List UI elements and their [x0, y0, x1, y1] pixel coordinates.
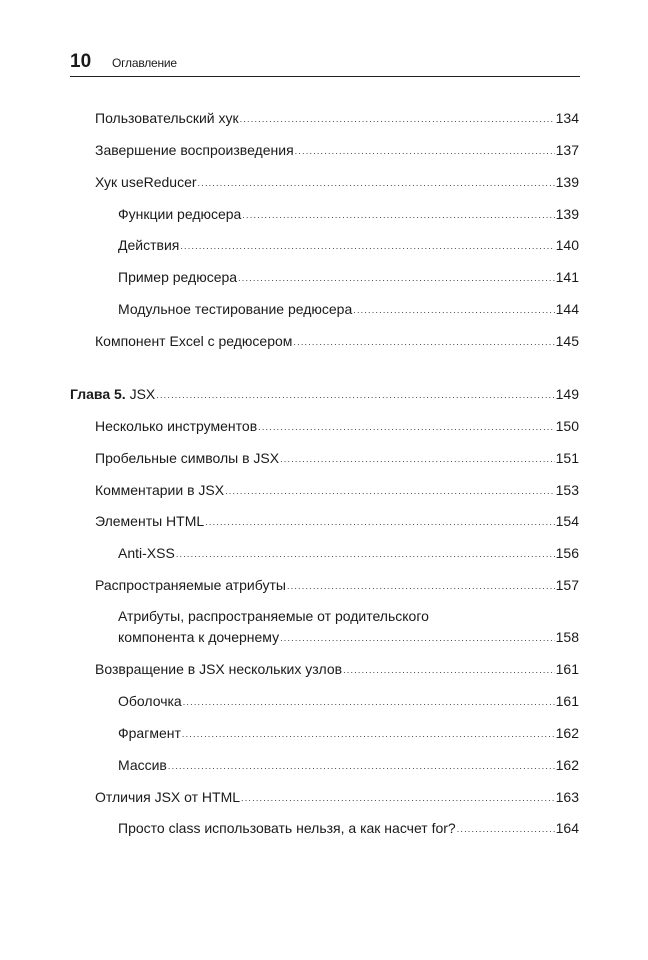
dot-leader — [242, 205, 554, 225]
toc-entry-page: 164 — [555, 820, 579, 836]
toc-entry-page: 137 — [555, 142, 579, 158]
toc-entry[interactable] — [118, 627, 579, 649]
toc-entry-page: 162 — [555, 757, 579, 773]
dot-leader — [183, 692, 555, 712]
toc-entry[interactable] — [95, 140, 579, 162]
toc-chapter-entry[interactable] — [70, 384, 579, 406]
toc-entry-title: Фрагмент — [118, 725, 181, 741]
toc-entry-page: 139 — [555, 174, 579, 190]
toc-entry-title: Функции редюсера — [118, 206, 242, 222]
dot-leader — [205, 512, 554, 532]
toc-entry-page: 144 — [555, 301, 579, 317]
toc-entry[interactable] — [95, 511, 579, 533]
toc-entry-page: 156 — [555, 545, 579, 561]
toc-entry-page: 151 — [555, 450, 579, 466]
running-title: Оглавление — [112, 56, 177, 70]
toc-entry-title: Пользовательский хук — [95, 110, 239, 126]
toc-entry-page: 161 — [555, 693, 579, 709]
dot-leader — [156, 385, 554, 405]
page-number: 10 — [70, 51, 92, 72]
chapter-label: Глава 5. — [70, 386, 126, 402]
toc-entry[interactable] — [118, 204, 579, 226]
toc-entry[interactable] — [118, 818, 579, 840]
dot-leader — [293, 332, 554, 352]
dot-leader — [238, 268, 555, 288]
dot-leader — [343, 660, 555, 680]
toc-entry-title: Комментарии в JSX — [95, 482, 225, 498]
toc-entry-title: Пример редюсера — [118, 269, 238, 285]
dot-leader — [168, 756, 555, 776]
toc-entry[interactable] — [118, 755, 579, 777]
toc-entry-page: 141 — [555, 269, 579, 285]
dot-leader — [225, 481, 555, 501]
toc-entry-title-line2: компонента к дочернему — [118, 629, 280, 645]
dot-leader — [241, 788, 555, 808]
toc-entry-title: Распространяемые атрибуты — [95, 577, 286, 593]
toc-entry[interactable] — [118, 691, 579, 713]
dot-leader — [280, 628, 555, 648]
toc-entry-title: Модульное тестирование редюсера — [118, 301, 353, 317]
chapter-name: JSX — [129, 386, 156, 402]
toc-entry-page: 139 — [555, 206, 579, 222]
dot-leader — [258, 417, 555, 437]
toc-entry[interactable] — [95, 331, 579, 353]
toc-entry-title: Действия — [118, 237, 180, 253]
toc-entry[interactable] — [95, 448, 579, 470]
toc-entry-page: 158 — [555, 629, 579, 645]
toc-entry-title: Хук useReducer — [95, 174, 197, 190]
dot-leader — [353, 300, 554, 320]
toc-entry[interactable] — [95, 108, 579, 130]
toc-entry-title: Возвращение в JSX нескольких узлов — [95, 661, 343, 677]
toc-entry-title: Просто class использовать нельзя, а как насчет for? — [118, 820, 456, 836]
toc-entry-page: 157 — [555, 577, 579, 593]
toc-entry[interactable] — [118, 299, 579, 321]
toc-entry-title: Пробельные символы в JSX — [95, 450, 280, 466]
toc-entry-page: 150 — [555, 418, 579, 434]
toc-entry-page: 149 — [555, 386, 579, 402]
toc-entry[interactable] — [95, 659, 579, 681]
toc-entry-title: Массив — [118, 757, 167, 773]
dot-leader — [457, 819, 555, 839]
dot-leader — [176, 544, 555, 564]
dot-leader — [295, 141, 555, 161]
toc-entry-title: Завершение воспроизведения — [95, 142, 294, 158]
toc-entry-title: Оболочка — [118, 693, 182, 709]
toc-entry[interactable] — [95, 575, 579, 597]
dot-leader — [240, 109, 555, 129]
toc-chapter-title — [70, 384, 155, 404]
toc-entry-page: 162 — [555, 725, 579, 741]
toc-entry[interactable] — [118, 267, 579, 289]
toc-entry-page: 163 — [555, 789, 579, 805]
toc-entry-page: 153 — [555, 482, 579, 498]
toc-entry-title: Anti-XSS — [118, 545, 175, 561]
dot-leader — [280, 449, 555, 469]
toc-entry-title: Компонент Excel с редюсером — [95, 333, 293, 349]
toc-entry[interactable] — [95, 787, 579, 809]
toc-entry[interactable] — [95, 416, 579, 438]
dot-leader — [287, 576, 555, 596]
toc-entry[interactable] — [95, 172, 579, 194]
toc-entry-title: Несколько инструментов — [95, 418, 258, 434]
toc-entry[interactable] — [118, 723, 579, 745]
toc-entry-title-line1[interactable]: Атрибуты, распространяемые от родительского — [118, 608, 429, 624]
toc-entry-page: 154 — [555, 513, 579, 529]
toc-entry-title: Элементы HTML — [95, 513, 205, 529]
toc-entry[interactable] — [118, 235, 579, 257]
toc-entry-page: 134 — [555, 110, 579, 126]
toc-entry-page: 140 — [555, 237, 579, 253]
dot-leader — [198, 173, 555, 193]
toc-entry-page: 161 — [555, 661, 579, 677]
toc-entry[interactable] — [118, 543, 579, 565]
dot-leader — [180, 236, 554, 256]
toc-entry-page: 145 — [555, 333, 579, 349]
toc-entry[interactable] — [95, 480, 579, 502]
toc-entry-title: Отличия JSX от HTML — [95, 789, 241, 805]
dot-leader — [182, 724, 555, 744]
